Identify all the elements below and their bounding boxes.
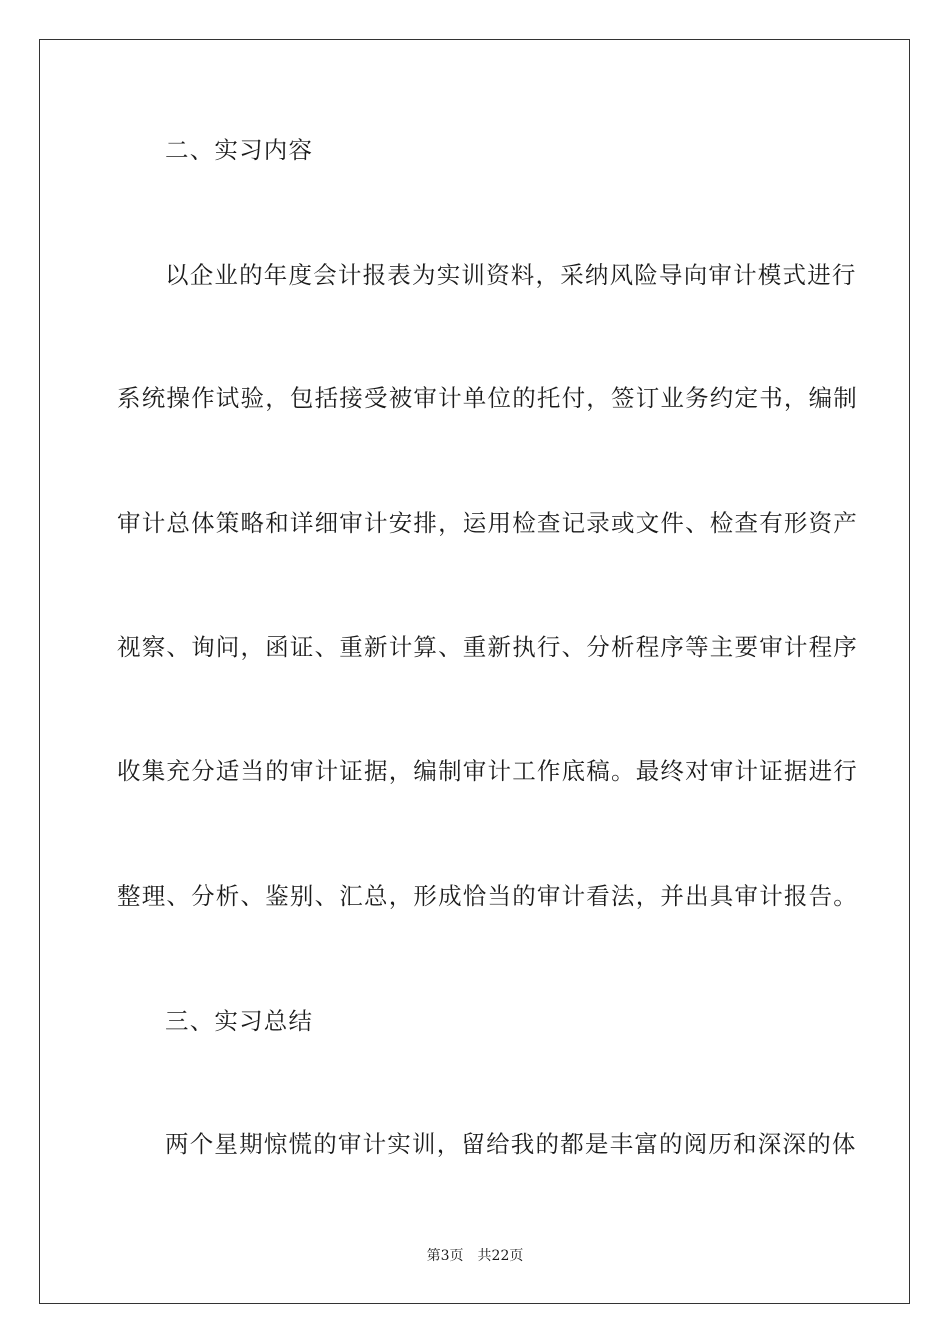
paragraph-line: 审计总体策略和详细审计安排，运用检查记录或文件、检查有形资产 [117, 509, 858, 537]
section-heading-content: 二、实习内容 [165, 136, 314, 164]
paragraph-line: 收集充分适当的审计证据，编制审计工作底稿。最终对审计证据进行 [117, 757, 858, 785]
paragraph-line: 以企业的年度会计报表为实训资料，采纳风险导向审计模式进行 [165, 261, 857, 289]
paragraph-line: 两个星期惊慌的审计实训，留给我的都是丰富的阅历和深深的体 [165, 1130, 857, 1158]
page-number: 第3页 [426, 1248, 464, 1264]
page-frame [39, 39, 910, 1304]
page-total: 共22页 [477, 1248, 524, 1264]
paragraph-line: 系统操作试验，包括接受被审计单位的托付，签订业务约定书，编制 [117, 384, 858, 412]
paragraph-line: 视察、询问，函证、重新计算、重新执行、分析程序等主要审计程序 [117, 633, 858, 661]
section-heading-summary: 三、实习总结 [165, 1007, 314, 1035]
page-footer [0, 1247, 950, 1265]
paragraph-line: 整理、分析、鉴别、汇总，形成恰当的审计看法，并出具审计报告。 [117, 882, 858, 910]
